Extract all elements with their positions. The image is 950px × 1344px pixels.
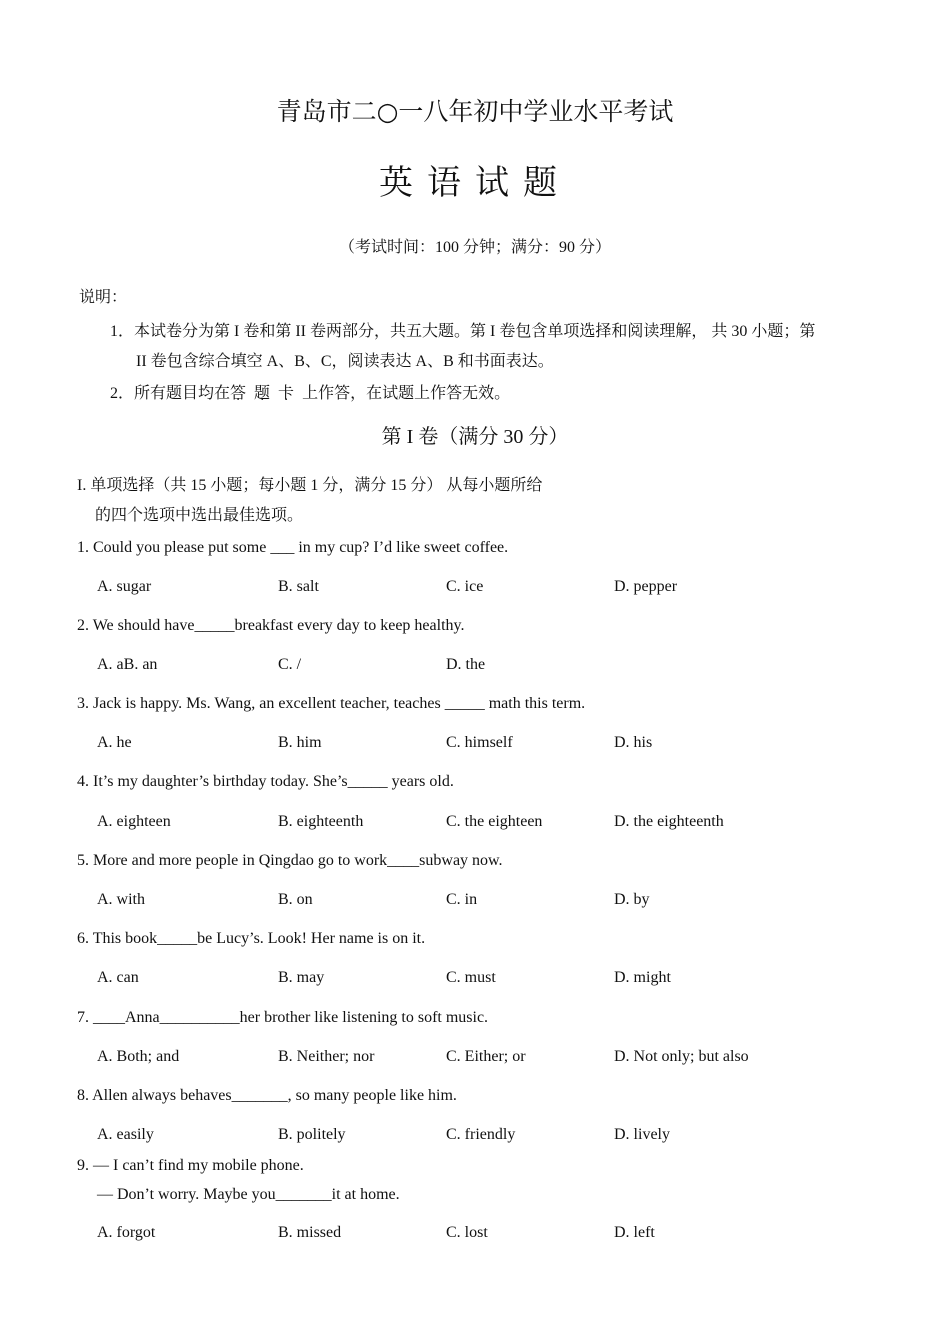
option: A. easily	[97, 1126, 154, 1143]
question-stem: 8. Allen always behaves_______, so many people like him.	[77, 1087, 457, 1104]
option: C. in	[446, 891, 478, 908]
option: A. aB. an	[97, 656, 158, 673]
option: B. him	[278, 734, 322, 751]
question-stem: 3. Jack is happy. Ms. Wang, an excellent teacher, teaches _____ math this term.	[77, 695, 586, 712]
question-stem: 7. ____Anna__________her brother like listening to soft music.	[77, 1009, 489, 1026]
option: B. salt	[278, 578, 319, 595]
question-stem: 4. It’s my daughter’s birthday today. She’s_____ years old.	[77, 773, 454, 790]
instruction-2-pre: 2．所有题目均在	[110, 385, 231, 402]
instructions-label: 说明：	[79, 289, 128, 306]
option: A. can	[97, 969, 139, 986]
option: D. pepper	[614, 578, 678, 595]
option: A. with	[97, 891, 145, 908]
emphasis-char: 卡 .	[278, 380, 294, 403]
option: C. himself	[446, 734, 513, 751]
emphasis-char: 答 .	[230, 380, 246, 403]
question-stem: 2. We should have_____breakfast every day to keep healthy.	[77, 617, 465, 634]
option: C. friendly	[446, 1126, 516, 1143]
option: D. lively	[614, 1126, 670, 1143]
exam-info: （考试时间：100 分钟；满分：90 分）	[338, 239, 611, 256]
emphasis-char: 题 .	[254, 380, 270, 403]
part-heading-line-1: I. 单项选择（共 15 小题；每小题 1 分，满分 15 分） 从每小题所给	[77, 477, 543, 494]
exam-title: 青岛市二○一八年初中学业水平考试	[276, 97, 674, 126]
option: D. Not only; but also	[614, 1048, 749, 1065]
part-heading-line-2: 的四个选项中选出最佳选项。	[95, 507, 304, 524]
option: B. missed	[278, 1224, 342, 1241]
question-stem: 6. This book_____be Lucy’s. Look! Her name is on it.	[77, 930, 426, 947]
option: D. might	[614, 969, 671, 986]
instruction-2	[110, 380, 510, 403]
option: C. must	[446, 969, 496, 986]
option: B. may	[278, 969, 325, 986]
option: C. Either; or	[446, 1048, 526, 1065]
option: A. sugar	[97, 578, 152, 595]
option: D. his	[614, 734, 653, 751]
option: B. politely	[278, 1126, 346, 1143]
subject-title: 英语试题	[379, 163, 571, 203]
option: C. ice	[446, 578, 484, 595]
option: D. left	[614, 1224, 655, 1241]
question-stem: 9. — I can’t find my mobile phone.	[77, 1157, 304, 1174]
instruction-2-post: 上作答，在试题上作答无效。	[302, 385, 511, 402]
option: A. eighteen	[97, 813, 171, 830]
option: B. Neither; nor	[278, 1048, 375, 1065]
option: C. the eighteen	[446, 813, 543, 830]
option: D. by	[614, 891, 650, 908]
option: B. on	[278, 891, 313, 908]
option: A. he	[97, 734, 132, 751]
instruction-1-line-2: II 卷包含综合填空 A、B、C，阅读表达 A、B 和书面表达。	[136, 353, 554, 370]
option: C. lost	[446, 1224, 488, 1241]
option: C. /	[278, 656, 302, 673]
option: A. forgot	[97, 1224, 156, 1241]
option: D. the	[446, 656, 486, 673]
option: D. the eighteenth	[614, 813, 724, 830]
option: B. eighteenth	[278, 813, 364, 830]
question-stem: 5. More and more people in Qingdao go to work____subway now.	[77, 852, 503, 869]
question-stem-line-2: — Don’t worry. Maybe you_______it at home.	[97, 1186, 400, 1203]
option: A. Both; and	[97, 1048, 180, 1065]
question-stem: 1. Could you please put some ___ in my cup? I’d like sweet coffee.	[77, 539, 509, 556]
section-title: 第 I 卷（满分 30 分）	[381, 426, 569, 448]
instruction-1-line-1: 1．本试卷分为第 I 卷和第 II 卷两部分，共五大题。第 I 卷包含单项选择和阅读理解， 共 30 小题；第	[110, 323, 816, 340]
